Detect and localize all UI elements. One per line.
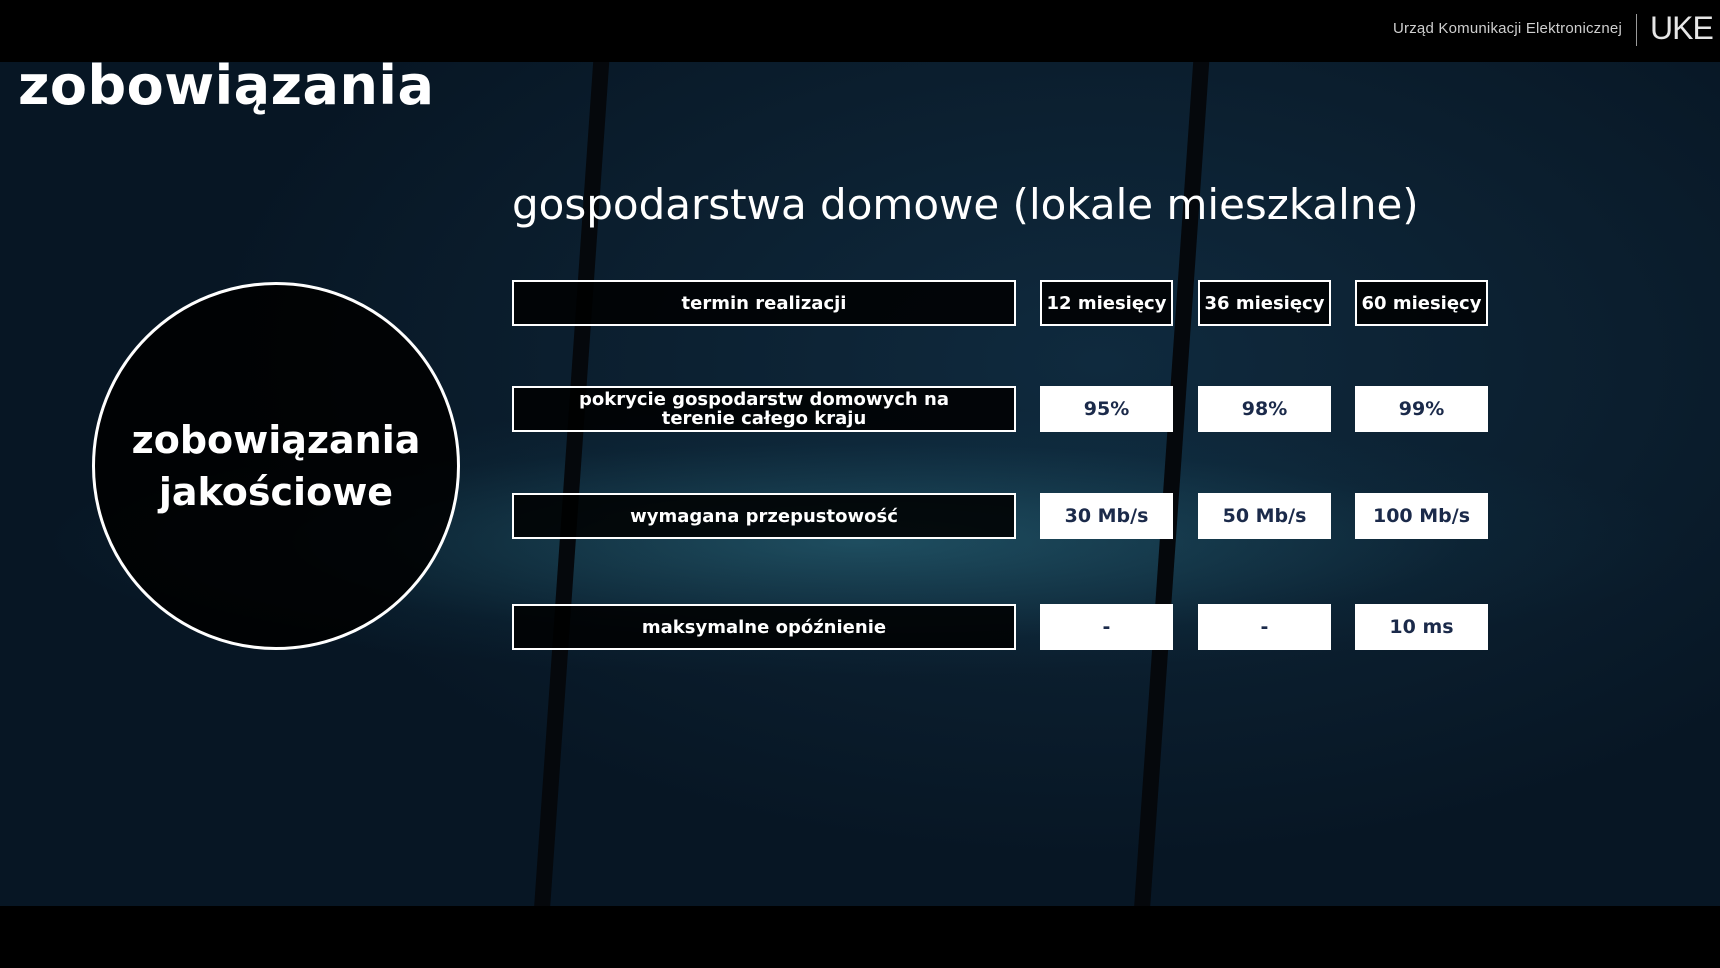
- value-throughput-36: 50 Mb/s: [1198, 493, 1331, 539]
- circle-title: [132, 414, 421, 518]
- top-bar: [0, 0, 1720, 62]
- value-latency-60: 10 ms: [1355, 604, 1488, 650]
- section-subheading: gospodarstwa domowe (lokale mieszkalne): [512, 180, 1419, 229]
- slide-canvas: [0, 62, 1720, 906]
- circle-title-line1: zobowiązania: [131, 418, 421, 462]
- value-throughput-60: 100 Mb/s: [1355, 493, 1488, 539]
- value-latency-12: -: [1040, 604, 1173, 650]
- organization-name: Urząd Komunikacji Elektronicznej: [1393, 20, 1622, 37]
- bottom-bar: [0, 906, 1720, 968]
- value-coverage-12: 95%: [1040, 386, 1173, 432]
- column-header-36-months: 36 miesięcy: [1198, 280, 1331, 326]
- row-label-coverage: pokrycie gospodarstw domowych na terenie całego kraju: [512, 386, 1016, 432]
- value-throughput-12: 30 Mb/s: [1040, 493, 1173, 539]
- row-label-deadline: termin realizacji: [512, 280, 1016, 326]
- circle-title-line2: jakościowe: [158, 470, 394, 514]
- row-label-throughput: wymagana przepustowość: [512, 493, 1016, 539]
- column-header-12-months: 12 miesięcy: [1040, 280, 1173, 326]
- quality-commitments-circle: [92, 282, 460, 650]
- column-header-60-months: 60 miesięcy: [1355, 280, 1488, 326]
- row-label-latency: maksymalne opóźnienie: [512, 604, 1016, 650]
- value-coverage-60: 99%: [1355, 386, 1488, 432]
- page-title: zobowiązania: [18, 62, 435, 117]
- value-latency-36: -: [1198, 604, 1331, 650]
- logo-divider: [1636, 14, 1637, 46]
- uke-logo: UKE: [1650, 10, 1713, 46]
- value-coverage-36: 98%: [1198, 386, 1331, 432]
